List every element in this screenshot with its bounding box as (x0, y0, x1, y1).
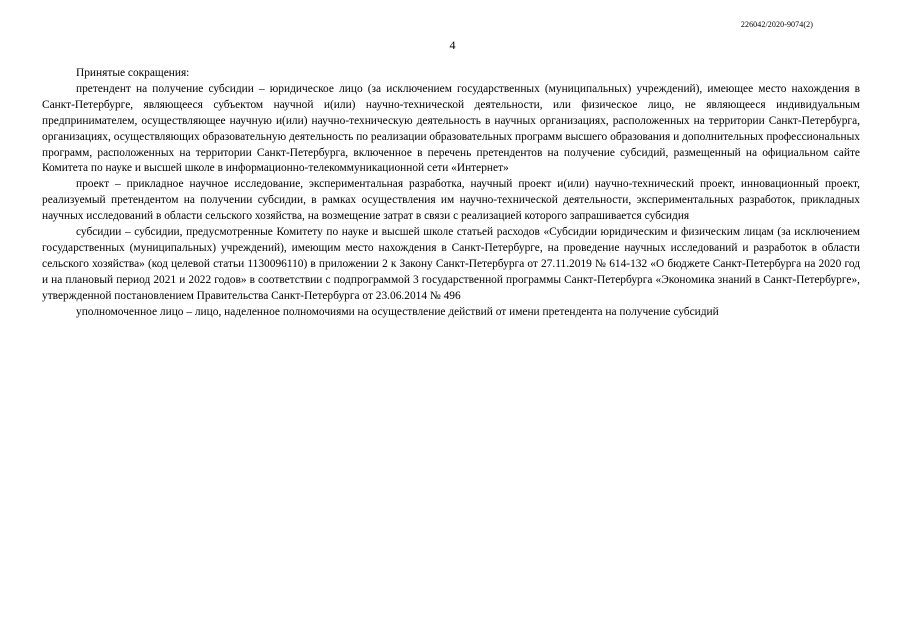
abbreviations-heading: Принятые сокращения: (76, 67, 190, 79)
page-number: 4 (449, 38, 456, 52)
definition-paragraph-authorized-person: уполномоченное лицо – лицо, наделенное полномочиями на осуществление действий от имени претендента на получение субсидий (76, 305, 719, 318)
definition-paragraph-subsidies: субсидии – субсидии, предусмотренные Комитету по науке и высшей школе статьей расходов «Субсидии юридическим и физическим лицам (за исключением государственных (муниципальных) учреждений), имеющим место нахождения в Санкт-Петербурге, на проведение научных исследований и разработок в области сельского хозяйства» (код целевой статьи 1130096110) в приложении 2 к Закону Санкт-Петербурга от 27.11.2019 № 614-132 «О бюджете Санкт-Петербурга на 2020 год и на плановый период 2021 и 2022 годов» в соответствии с подпрограммой 3 государственной программы Санкт-Петербурга «Экономика знаний в Санкт-Петербурге», утвержденной постановлением Правительства Санкт-Петербурга от 23.06.2014 № 496 (42, 226, 860, 302)
document-registration-number: 226042/2020-9074(2) (740, 20, 813, 29)
document-body (42, 66, 860, 321)
definition-paragraph-project: проект – прикладное научное исследование, экспериментальная разработка, научный проект и(или) научно-технический проект, инновационный проект, реализуемый претендентом на получении субсидии, в рамках осуществления им научно-технической деятельности, экспериментальных разработок, прикладных научных исследований в области сельского хозяйства, на возмещение затрат в связи с реализацией которого запрашивается субсидия (42, 178, 860, 223)
definition-paragraph-applicant: претендент на получение субсидии – юридическое лицо (за исключением государственных (муниципальных) учреждений), имеющее место нахождения в Санкт-Петербурге, являющееся субъектом научной и(или) научно-технической деятельности, или физическое лицо, не являющееся индивидуальным предпринимателем, осуществляющее научную и(или) научно-техническую деятельность в научных организациях, расположенных на территории Санкт-Петербурга, организациях, осуществляющих образовательную деятельность по реализации образовательных программ высшего образования и дополнительных профессиональных программ, расположенных на территории Санкт-Петербурга, включенное в перечень претендентов на получение субсидий, размещенный на официальном сайте Комитета по науке и высшей школе в информационно-телекоммуникационной сети «Интернет» (42, 82, 860, 175)
